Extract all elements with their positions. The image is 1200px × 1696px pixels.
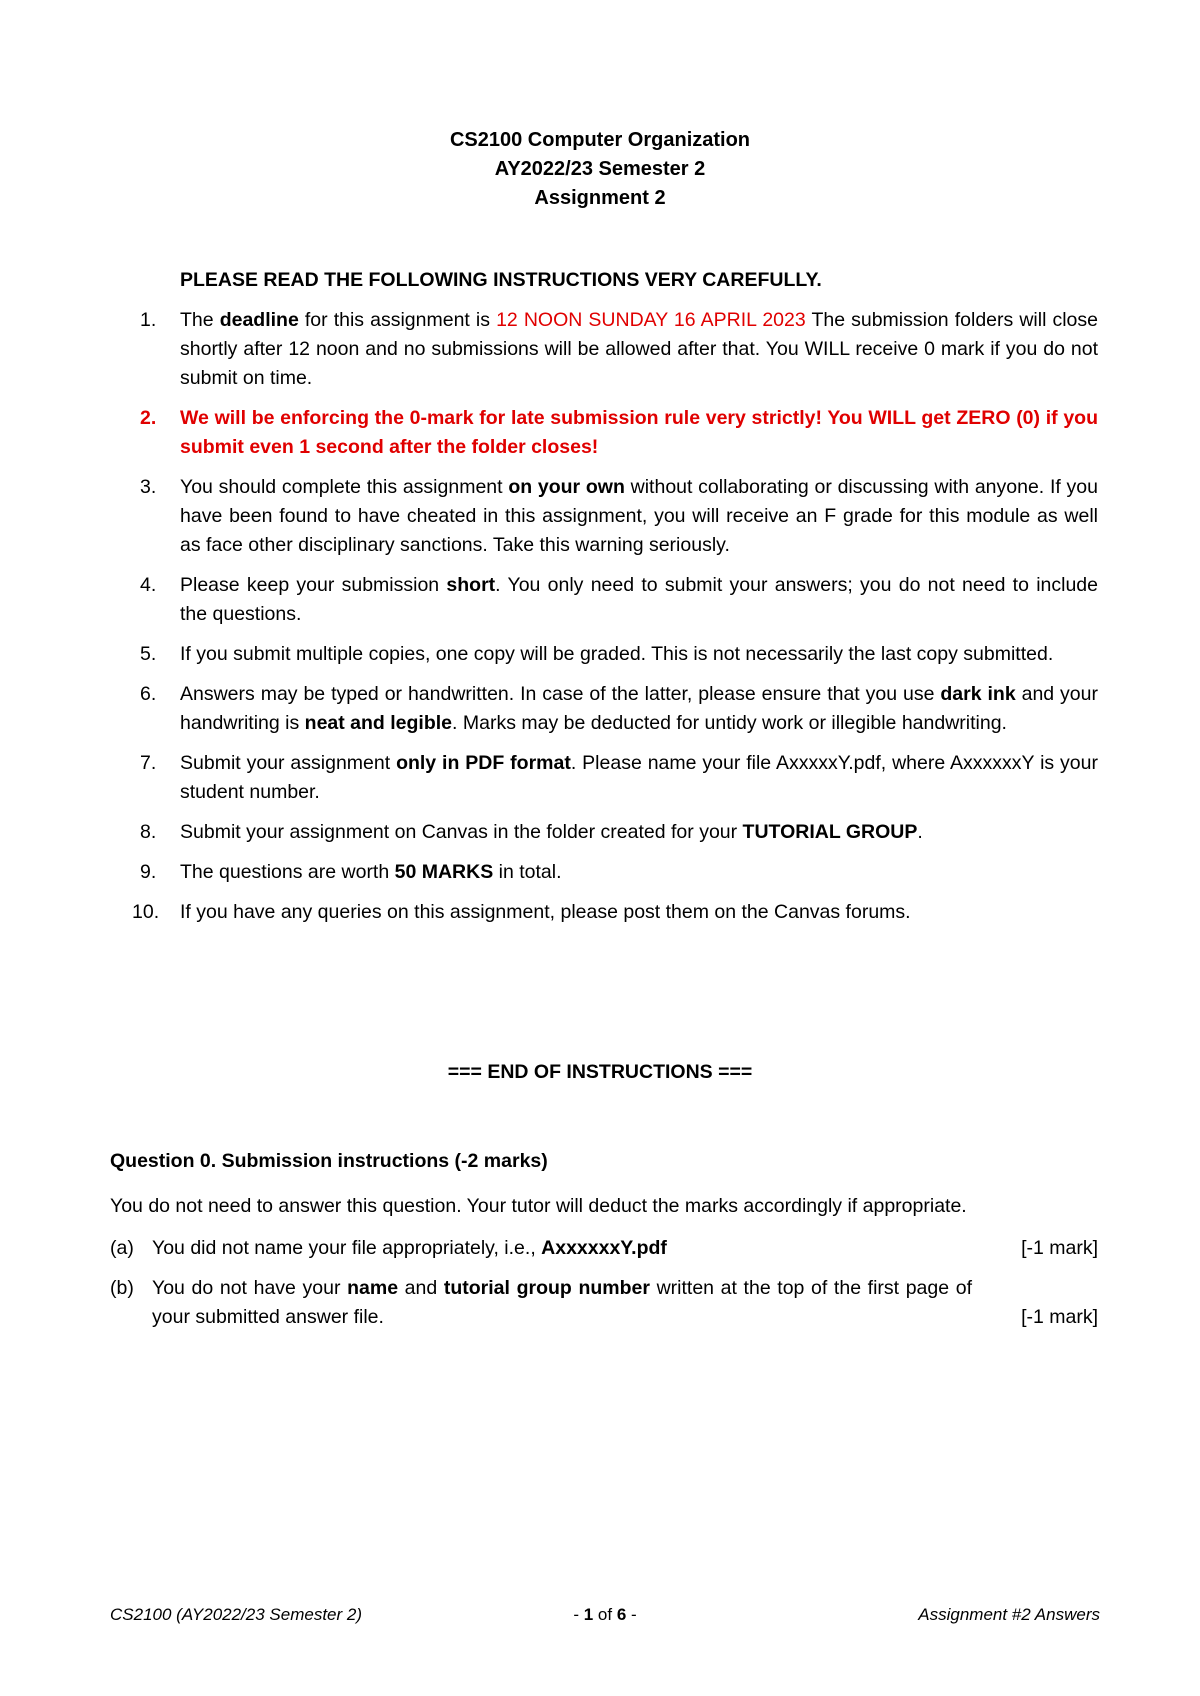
- instruction-item: [0, 818, 1098, 847]
- item-text-part: written at the top of the first page of your submitted answer file.: [152, 1277, 972, 1328]
- footer-suffix: -: [626, 1605, 637, 1624]
- item-mark: [-1 mark]: [1021, 1306, 1098, 1328]
- term-title: AY2022/23 Semester 2: [494, 158, 706, 180]
- question-0-item: [110, 1274, 1100, 1332]
- instruction-text: and your handwriting is: [180, 683, 1098, 734]
- instruction-item: [0, 404, 1098, 462]
- instruction-number: 8.: [140, 821, 157, 843]
- item-text-part: You do not have your: [152, 1277, 348, 1299]
- instruction-emphasis: deadline: [219, 309, 299, 331]
- instruction-emphasis: dark ink: [940, 683, 1016, 705]
- question-0-title: Question 0. Submission instructions (-2 marks): [110, 1150, 548, 1172]
- item-mark: [-1 mark]: [1021, 1237, 1098, 1259]
- instruction-number: 4.: [140, 574, 157, 596]
- footer-current-page: 1: [583, 1605, 594, 1624]
- instruction-text: . Marks may be deducted for untidy work or illegible handwriting.: [452, 712, 1007, 734]
- end-of-instructions: === END OF INSTRUCTIONS ===: [447, 1061, 753, 1083]
- instruction-number: 5.: [140, 643, 157, 665]
- instruction-number: 1.: [140, 309, 157, 331]
- instruction-number: 6.: [140, 683, 157, 705]
- instruction-text: The submission folders will close shortly after 12 noon and no submissions will be allowed after that. You WILL receive 0 mark if you do not submit on time.: [180, 309, 1098, 389]
- footer-course: CS2100 (AY2022/23 Semester 2): [110, 1605, 362, 1624]
- item-text-part: You did not name your file appropriately, i.e.,: [152, 1237, 542, 1259]
- instruction-text: If you have any queries on this assignment, please post them on the Canvas forums.: [180, 901, 911, 923]
- instruction-text: Submit your assignment on Canvas in the folder created for your: [180, 821, 743, 843]
- late-submission-warning: We will be enforcing the 0-mark for late submission rule very strictly! You WILL get ZERO (0) if you submit even 1 second after the folder closes!: [180, 407, 1098, 458]
- instruction-number: 10.: [132, 901, 160, 923]
- document-header: [0, 126, 1200, 213]
- question-0-item: [110, 1234, 1100, 1263]
- instruction-number: 7.: [140, 752, 157, 774]
- instruction-item: [0, 473, 1098, 560]
- item-emphasis: name: [347, 1277, 399, 1299]
- instruction-number: 2.: [140, 407, 157, 429]
- instruction-text: The questions are worth: [180, 861, 395, 883]
- instruction-text: . Please name your file AxxxxxY.pdf, where AxxxxxxY is your student number.: [180, 752, 1098, 803]
- instruction-text: The: [180, 309, 220, 331]
- item-emphasis: AxxxxxxY.pdf: [541, 1237, 667, 1259]
- instructions-list: [0, 306, 1200, 938]
- instruction-number: 9.: [140, 861, 157, 883]
- instruction-item: [0, 680, 1098, 738]
- instruction-text: in total.: [493, 861, 562, 883]
- question-0-items: [110, 1234, 1100, 1343]
- instruction-emphasis: on your own: [508, 476, 625, 498]
- instructions-heading: PLEASE READ THE FOLLOWING INSTRUCTIONS VERY CAREFULLY.: [180, 269, 822, 291]
- item-label: (b): [110, 1277, 134, 1299]
- footer-prefix: -: [573, 1605, 584, 1624]
- instruction-text: Submit your assignment: [180, 752, 397, 774]
- instruction-text: If you submit multiple copies, one copy will be graded. This is not necessarily the last copy submitted.: [180, 643, 1054, 665]
- footer-title: Assignment #2 Answers: [918, 1605, 1100, 1624]
- item-text: [152, 1274, 972, 1332]
- instruction-text: . You only need to submit your answers; you do not need to include the questions.: [180, 574, 1098, 625]
- course-title: CS2100 Computer Organization: [449, 129, 751, 151]
- instruction-item: [0, 306, 1098, 393]
- instruction-item: [0, 571, 1098, 629]
- instruction-text: You should complete this assignment: [180, 476, 509, 498]
- assignment-title: Assignment 2: [534, 187, 666, 209]
- instruction-text: Please keep your submission: [180, 574, 447, 596]
- instruction-item: [0, 749, 1098, 807]
- footer-total-pages: 6: [616, 1605, 627, 1624]
- instruction-text: for this assignment is: [298, 309, 497, 331]
- item-emphasis: tutorial group number: [443, 1277, 650, 1299]
- instruction-text: .: [917, 821, 923, 843]
- instruction-emphasis: 50 MARKS: [394, 861, 494, 883]
- instruction-emphasis: TUTORIAL GROUP: [742, 821, 918, 843]
- item-text-part: and: [398, 1277, 444, 1299]
- instruction-emphasis: short: [446, 574, 496, 596]
- question-0-intro: You do not need to answer this question. Your tutor will deduct the marks accordingly if appropriate.: [110, 1195, 967, 1217]
- deadline-date: 12 NOON SUNDAY 16 APRIL 2023: [496, 309, 806, 331]
- instruction-item: [0, 898, 1098, 927]
- instruction-emphasis: only in PDF format: [396, 752, 571, 774]
- instruction-number: 3.: [140, 476, 157, 498]
- instruction-item: [0, 640, 1098, 669]
- instruction-item: [0, 858, 1098, 887]
- instruction-emphasis: neat and legible: [304, 712, 453, 734]
- item-text: [152, 1234, 972, 1263]
- page-footer: [110, 1600, 1100, 1629]
- instruction-text: Answers may be typed or handwritten. In case of the latter, please ensure that you use: [180, 683, 941, 705]
- footer-of: of: [593, 1605, 617, 1624]
- item-label: (a): [110, 1237, 134, 1259]
- instruction-text: without collaborating or discussing with anyone. If you have been found to have cheated in this assignment, you will receive an F grade for this module as well as face other disciplinary sanctions. Take this warning seriously.: [180, 476, 1098, 556]
